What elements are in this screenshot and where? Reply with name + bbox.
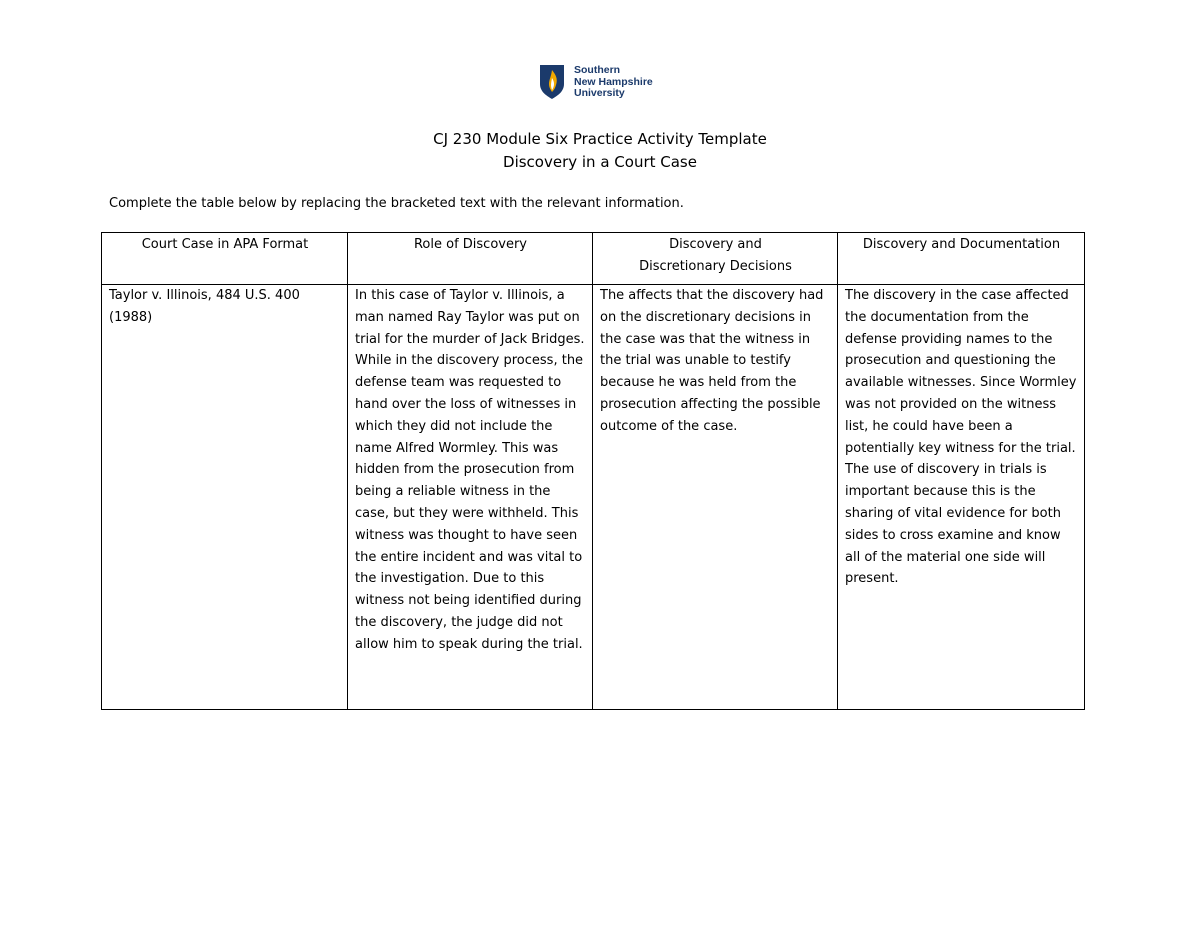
document-title [0, 128, 1200, 174]
table-row [102, 285, 1085, 710]
header-court-case: Court Case in APA Format [102, 233, 348, 285]
logo-line-2: New Hampshire [574, 75, 653, 88]
header-role-of-discovery: Role of Discovery [348, 233, 593, 285]
instructions-text: Complete the table below by replacing the bracketed text with the relevant information. [109, 196, 684, 211]
header-col3-line-1: Discovery and [669, 237, 762, 252]
cell-documentation: The discovery in the case affected the documentation from the defense providing names to the prosecution and questioning the available witnesses. Since Wormley was not provided on the witness list, he could have been a potentially key witness for the trial. The use of discovery in trials is important because this is the sharing of vital evidence for both sides to cross examine and know all of the material one side will present. [838, 285, 1085, 710]
cell-role-of-discovery: In this case of Taylor v. Illinois, a man named Ray Taylor was put on trial for the murder of Jack Bridges. While in the discovery process, the defense team was requested to hand over the loss of witnesses in which they did not include the name Alfred Wormley. This was hidden from the prosecution from being a reliable witness in the case, but they were withheld. This witness was thought to have seen the entire incident and was vital to the investigation. Due to this witness not being identified during the discovery, the judge did not allow him to speak during the trial. [348, 285, 593, 710]
title-line-2: Discovery in a Court Case [503, 153, 697, 171]
case-table [101, 232, 1085, 710]
header-discretionary-decisions [593, 233, 838, 285]
logo-wordmark [574, 65, 653, 100]
logo-line-3: University [574, 87, 625, 99]
cell-discretionary-decisions: The affects that the discovery had on the discretionary decisions in the case was that the witness in the trial was unable to testify because he was held from the prosecution affecting the possible outcome of the case. [593, 285, 838, 710]
logo-line-1: Southern [574, 64, 621, 76]
cell-court-case: Taylor v. Illinois, 484 U.S. 400 (1988) [102, 285, 348, 710]
table-header-row [102, 233, 1085, 285]
header-documentation: Discovery and Documentation [838, 233, 1085, 285]
university-logo [539, 64, 669, 104]
title-line-1: CJ 230 Module Six Practice Activity Template [433, 130, 767, 148]
shield-flame-icon [539, 64, 565, 100]
header-col3-line-2: Discretionary Decisions [639, 258, 792, 274]
